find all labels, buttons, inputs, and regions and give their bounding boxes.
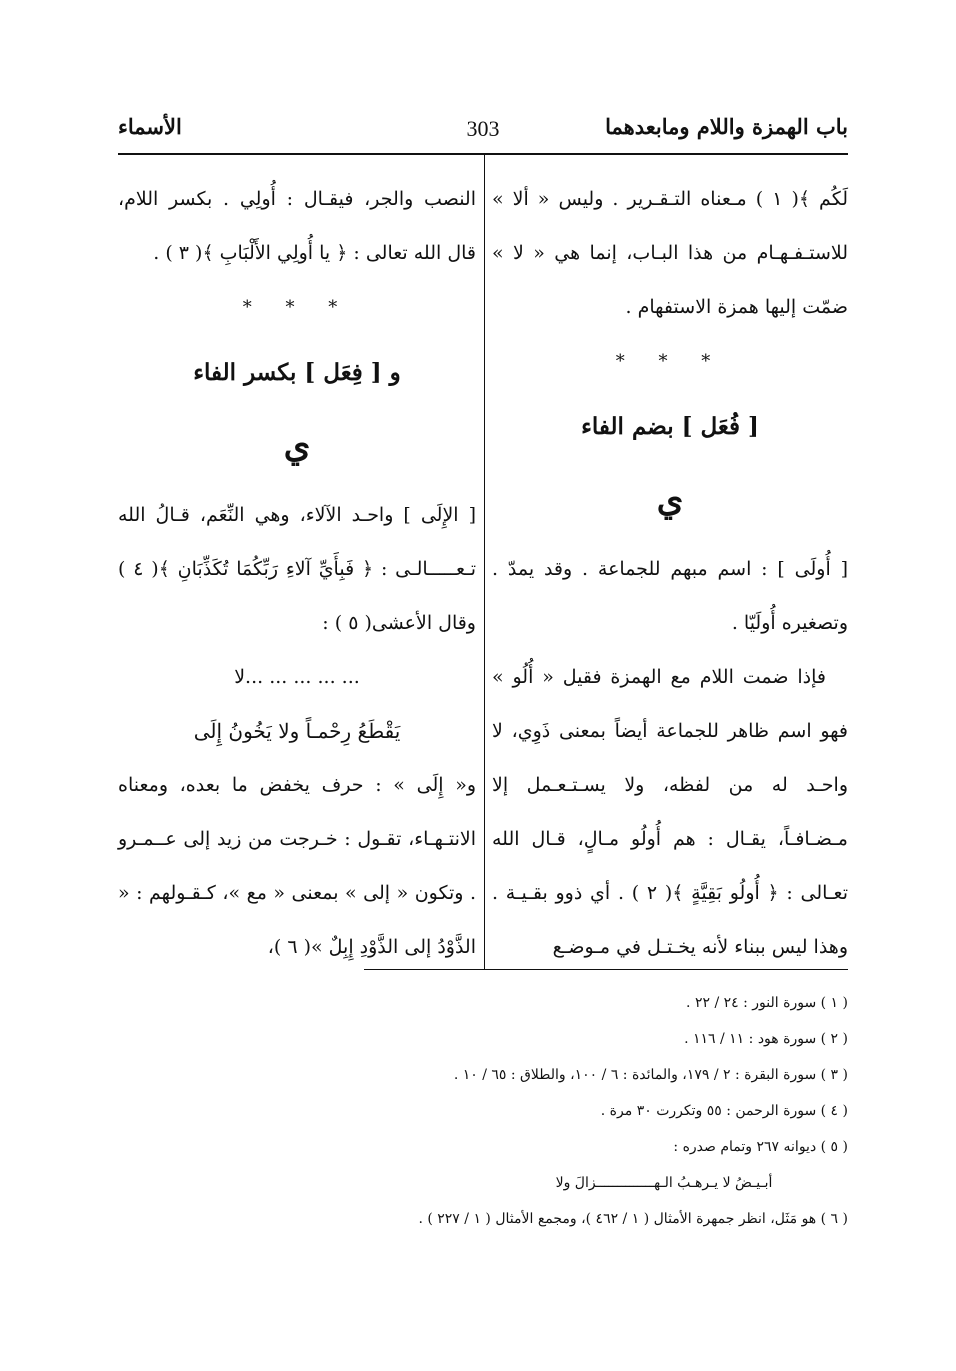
left-column [118, 172, 476, 974]
column-divider [484, 155, 485, 970]
page-number: 303 [466, 116, 500, 141]
paragraph: فإذا ضمت اللام مع الهمزة فقيل « أُلُو » فهو اسم ظاهر للجماعة أيضاً بمعنى ذَوِي، لا واحـد له من لفظه، ولا يسـتـعـمل إلا مـضـافـاً، يقـال : هم أُولُو مـالٍ، قـال الله تعـالى : ﴿ أُولُو بَقِيَّةٍ ﴾( ٢ ) . أي ذوو بقـيـة . وهذا ليس ببناء لأنه يخـتـل في مـوضـع [492, 666, 848, 958]
poetry-verse: يَقْطَعُ رِحْمـاً ولا يَخُونُ إِلَى [193, 719, 401, 743]
section-heading: [ فُعَل ] بضم الفاء [581, 413, 759, 440]
section-heading: و [ فِعَل ] بكسر الفاء [193, 359, 401, 386]
footnote-rule [364, 969, 848, 970]
header-rule [118, 153, 848, 155]
page-header [118, 108, 848, 154]
right-column [492, 172, 848, 974]
paragraph: [ الإِلَى ] واحـد الآلاء، وهي النِّعَم، قـالُ الله تـعـــــالـى : ﴿ فَبِأَيِّ آلاءِ رَبِّكُمَا تُكَذِّبَانِ ﴾( ٤ ) وقال الأعشى( ٥ ) : [118, 504, 477, 634]
paragraph: النصب والجر، فيقـال : أُولِي . بكسر اللام، قال الله تعالى : ﴿ يا أُولِي الأَلْبَابِ ﴾( ٣ ) . [118, 188, 476, 264]
letter-heading: ي [283, 426, 311, 466]
footnote: ( ٦ ) هو مَثَل، انظر جمهرة الأمثال ( ١ / ٤٦٢ )، ومجمع الأمثال ( ١ / ٢٢٧ ) . [418, 1211, 848, 1227]
footnote: ( ٢ ) سورة هود : ١١ / ١١٦ . [684, 1031, 848, 1047]
paragraph: و« إِلَى » : حرف يخفض ما بعده، ومعناه الانتـهـاء، تقـول : خـرجت من زيد إلى عــمـرو . وتكون « إلى » بمعنى « مع »، كـقـولهم : « الذَّوْدُ إلى الذَّوْدِ إِبِلٌ »( ٦ )، [118, 774, 476, 958]
verse-ellipsis: ... ... ... ... ...لا [234, 666, 360, 688]
section-separator: * * * [615, 351, 725, 372]
footnote: ( ٤ ) سورة الرحمن : ٥٥ وتكررت ٣٠ مرة . [600, 1103, 848, 1119]
paragraph: [ أُولَى ] : اسم مبهم للجماعة . وقد يمدّ . وتصغيره أُولَيّا . [492, 558, 848, 634]
letter-heading: ي [656, 480, 684, 520]
footnote: ( ٣ ) سورة البقرة : ٢ / ١٧٩، والمائدة : ٦ / ١٠٠، والطلاق : ٦٥ / ١٠ . [453, 1067, 848, 1083]
footnote: ( ١ ) سورة النور : ٢٤ / ٢٢ . [686, 995, 848, 1011]
chapter-title: باب الهمزة واللام ومابعدهما [605, 114, 848, 139]
section-separator: * * * [242, 297, 352, 318]
footnote: ( ٥ ) ديوانه ٢٦٧ وتمام صدره : [673, 1139, 848, 1155]
footnote-verse: أبـيـضُ لا يـرهـبُ الـهــــــــــــــزالَ ولا [555, 1175, 773, 1191]
paragraph: لَكُم ﴾( ١ ) مـعناه التـقـرير . وليس « ألا » للاستـفـهـام من هذا البـاب، إنما هي « لا » ضمّت إليها همزة الاستفهام . [492, 188, 848, 318]
footnotes [300, 985, 848, 1237]
section-running-title: الأسماء [118, 114, 182, 139]
